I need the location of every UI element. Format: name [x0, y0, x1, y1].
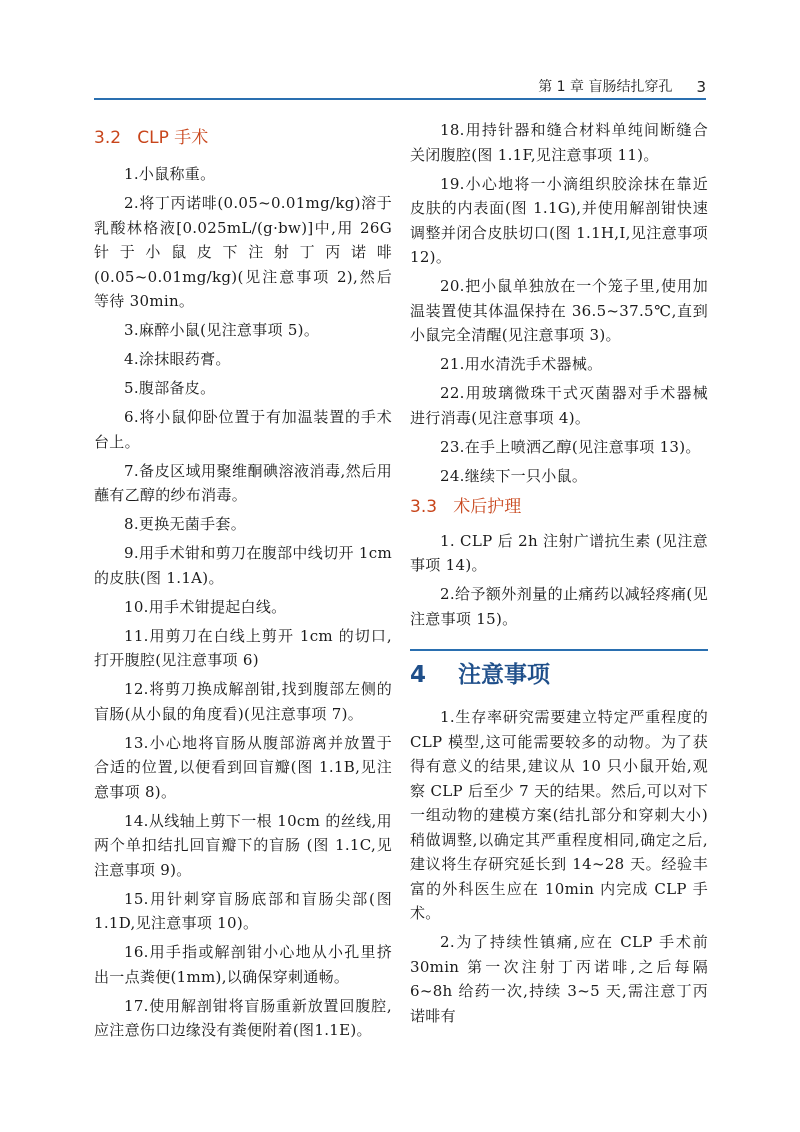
procedure-step: 24.继续下一只小鼠。: [440, 466, 588, 485]
section-heading-clp-surgery: 3.2 CLP 手术: [94, 128, 209, 148]
procedure-step: 6.将小鼠仰卧位置于有加温装置的手术台上。: [94, 408, 392, 451]
procedure-step: 21.用水清洗手术器械。: [440, 355, 603, 373]
running-header: [94, 74, 706, 96]
procedure-step: 2.将丁丙诺啡(0.05~0.01mg/kg)溶于乳酸林格液[0.025mL/(g·bw)]中,用 26G 针于小鼠皮下注射丁丙诺啡 (0.05~0.01mg/kg)(见注意事项 2),然后等待 30min。: [94, 194, 398, 310]
procedure-step: 18.用持针器和缝合材料单纯间断缝合关闭腹腔(图 1.1F,见注意事项 11)。: [410, 121, 708, 164]
procedure-step: 5.腹部备皮。: [124, 379, 216, 397]
procedure-step: 12.将剪刀换成解剖钳,找到腹部左侧的盲肠(从小鼠的角度看)(见注意事项 7)。: [94, 680, 392, 723]
section-heading-notes: 4 注意事项: [410, 662, 551, 688]
procedure-step: 3.麻醉小鼠(见注意事项 5)。: [124, 321, 320, 339]
procedure-step: 4.涂抹眼药膏。: [124, 350, 231, 368]
procedure-step: 11.用剪刀在白线上剪开 1cm 的切口,打开腹腔(见注意事项 6): [94, 626, 392, 669]
procedure-step: 7.备皮区域用聚维酮碘溶液消毒,然后用蘸有乙醇的纱布消毒。: [94, 461, 392, 504]
procedure-step: 23.在手上喷洒乙醇(见注意事项 13)。: [440, 437, 701, 456]
procedure-step: 22.用玻璃微珠干式灭菌器对手术器械进行消毒(见注意事项 4)。: [410, 384, 708, 427]
chapter-section-rule: [410, 649, 708, 651]
procedure-step: 10.用手术钳提起白线。: [124, 597, 287, 616]
chapter-title: 第 1 章 盲肠结扎穿孔: [538, 79, 673, 95]
postop-step: 2.给予额外剂量的止痛药以减轻疼痛(见注意事项 15)。: [410, 585, 708, 628]
section-heading-postop-care: 3.3 术后护理: [410, 496, 522, 517]
note-paragraph: 2.为了持续性镇痛,应在 CLP 手术前 30min 第一次注射丁丙诺啡,之后每隔 6~8h 给药一次,持续 3~5 天,需注意丁丙诺啡有: [410, 933, 714, 1025]
procedure-step: 17.使用解剖钳将盲肠重新放置回腹腔,应注意伤口边缘没有粪便附着(图1.1E)。: [94, 996, 392, 1039]
procedure-step: 19.小心地将一小滴组织胶涂抹在靠近皮肤的内表面(图 1.1G),并使用解剖钳快速调整并闭合皮肤切口(图 1.1H,I,见注意事项 12)。: [410, 174, 714, 266]
note-paragraph: 1.生存率研究需要建立特定严重程度的 CLP 模型,这可能需要较多的动物。为了获得有意义的结果,建议从 10 只小鼠开始,观察 CLP 后至少 7 天的结果。然后,可以对下一组动物的建模方案(结扎部分和穿刺大小)稍做调整,以确定其严重程度相同,确定之后,建议将生存研究延长到 14~28 天。经验丰富的外科医生应在 10min 内完成 CLP 手术。: [410, 708, 714, 922]
right-column: [410, 118, 714, 1033]
procedure-step: 14.从线轴上剪下一根 10cm 的丝线,用两个单扣结扎回盲瓣下的盲肠 (图 1.1C,见注意事项 9)。: [94, 811, 392, 879]
procedure-step: 16.用手指或解剖钳小心地从小孔里挤出一点粪便(1mm),以确保穿刺通畅。: [94, 943, 392, 986]
procedure-step: 13.小心地将盲肠从腹部游离并放置于合适的位置,以便看到回盲瓣(图 1.1B,见注意事项 8)。: [94, 733, 392, 801]
procedure-step: 8.更换无菌手套。: [124, 515, 247, 533]
procedure-step: 15.用针刺穿盲肠底部和盲肠尖部(图 1.1D,见注意事项 10)。: [94, 889, 398, 932]
procedure-step: 20.把小鼠单独放在一个笼子里,使用加温装置使其体温保持在 36.5~37.5℃,直到小鼠完全清醒(见注意事项 3)。: [410, 277, 708, 344]
procedure-step: 1.小鼠称重。: [124, 165, 216, 183]
procedure-step: 9.用手术钳和剪刀在腹部中线切开 1cm 的皮肤(图 1.1A)。: [94, 544, 398, 587]
left-column: [94, 118, 398, 1047]
page-number: 3: [696, 78, 706, 96]
postop-step: 1. CLP 后 2h 注射广谱抗生素 (见注意事项 14)。: [410, 531, 708, 574]
header-rule: [94, 98, 706, 100]
